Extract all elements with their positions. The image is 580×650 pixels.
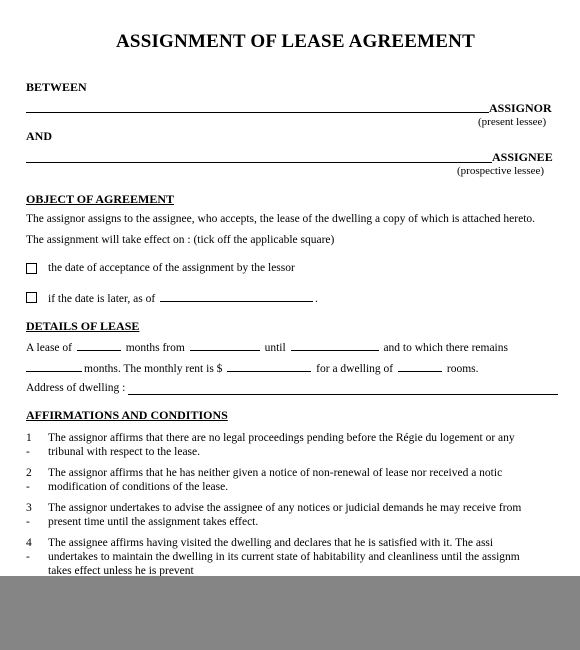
details-line3 [26,382,125,394]
details-heading: DETAILS OF LEASE [26,319,140,333]
item-line: The assignor undertakes to advise the assignee of any notices or judicial demands he may receive from [48,502,522,514]
option1-checkbox[interactable] [26,263,37,274]
option1-label: the date of acceptance of the assignment by the lessor [48,262,295,274]
until-date-field[interactable] [291,339,379,351]
item-text [48,466,568,494]
item-text [48,431,568,459]
details-line2 [26,360,479,375]
item-line: undertakes to maintain the dwelling in its current state of habitability and cleanliness until the assignm [48,551,520,563]
page-cutoff-overlay [200,566,580,576]
rooms-label: rooms. [446,363,479,375]
option2-checkbox[interactable] [26,292,37,303]
months-rent-label: months. The monthly rent is $ [84,363,223,375]
address-label: Address of dwelling : [26,382,126,394]
dwelling-of-label: for a dwelling of [316,363,394,375]
address-field[interactable] [128,394,558,395]
assignor-line[interactable] [26,112,489,113]
item-line: tribunal with respect to the lease. [48,446,201,458]
item-number: 3 - [26,502,32,528]
item-line: The assignor affirms that there are no legal proceedings pending before the Régie du logement or any [48,432,515,444]
option2-row [48,290,318,305]
object-line1: The assignor assigns to the assignee, who accepts, the lease of the dwelling a copy of which is attached hereto. [26,213,536,225]
rent-field[interactable] [227,360,311,372]
affirmations-heading: AFFIRMATIONS AND CONDITIONS [26,408,228,422]
between-label: BETWEEN [26,80,87,94]
item-text [48,501,568,529]
option2-suffix: . [315,293,318,305]
assignee-line[interactable] [26,162,492,163]
remaining-months-field[interactable] [26,360,82,372]
item-line: present time until the assignment takes effect. [48,516,259,528]
item-number: 1 - [26,432,32,458]
assignee-note: (prospective lessee) [457,165,545,177]
document-title: ASSIGNMENT OF LEASE AGREEMENT [116,31,475,52]
option2-label: if the date is later, as of [48,293,156,305]
and-label: AND [26,129,52,143]
item-line: The assignor affirms that he has neither given a notice of non-renewal of lease nor received a notic [48,467,503,479]
item-line: The assignee affirms having visited the dwelling and declares that he is satisfied with it. The assi [48,537,494,549]
item-number: 4 - [26,537,32,563]
lease-of-label: A lease of [26,342,72,354]
item-line: modification of conditions of the lease. [48,481,229,493]
lease-months-field[interactable] [77,339,121,351]
object-heading: OBJECT OF AGREEMENT [26,192,175,206]
assignee-label: ASSIGNEE [492,150,553,164]
object-line2: The assignment will take effect on : (tick off the applicable square) [26,234,335,246]
item-number: 2 - [26,467,32,493]
rooms-field[interactable] [398,360,442,372]
assignor-label: ASSIGNOR [489,101,552,115]
item-line: takes effect unless he is prevent [48,565,194,576]
details-line1 [26,339,508,354]
from-date-field[interactable] [190,339,260,351]
remains-label: and to which there remains [383,342,508,354]
option2-date-field[interactable] [160,290,313,302]
assignor-note: (present lessee) [478,116,547,128]
until-label: until [264,342,286,354]
months-from-label: months from [125,342,185,354]
viewer-backdrop [0,576,580,650]
